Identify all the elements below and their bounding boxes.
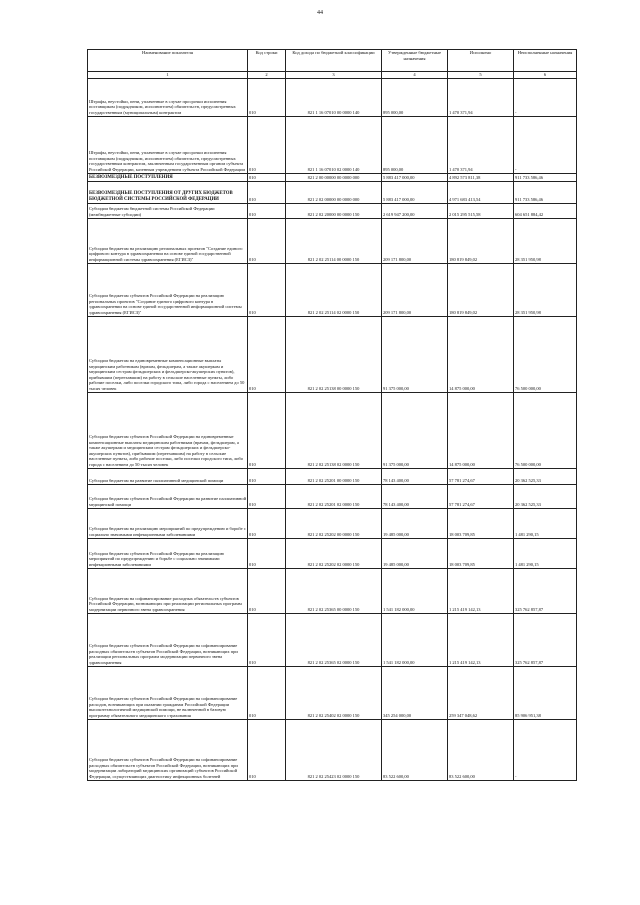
cell-unexecuted: 325 762 857,87 xyxy=(514,614,577,667)
table-row xyxy=(88,117,577,174)
table-row xyxy=(88,614,577,667)
cell-line-code: 010 xyxy=(248,182,286,204)
cell-line-code: 010 xyxy=(248,317,286,393)
page-number: 44 xyxy=(317,10,323,16)
column-header-executed: Исполнено xyxy=(448,50,514,72)
table-row xyxy=(88,485,577,509)
cell-budget-code: 821 2 02 00000 00 0000 000 xyxy=(286,182,382,204)
table-row xyxy=(88,317,577,393)
cell-indicator-name: Субсидии бюджетам на софинансирование расходных обязательств субъектов Российской Федерации, возникающих при реализации региональных программ модернизации первичного звена здравоохранения xyxy=(88,569,248,614)
cell-unexecuted: 325 762 857,87 xyxy=(514,569,577,614)
cell-approved: 1 541 182 000,00 xyxy=(382,614,448,667)
cell-unexecuted: 28 351 950,98 xyxy=(514,264,577,317)
column-header-line-code: Код строки xyxy=(248,50,286,72)
cell-line-code: 010 xyxy=(248,204,286,219)
cell-line-code: 010 xyxy=(248,509,286,539)
column-number-row xyxy=(88,71,577,79)
column-header-budget-code: Код дохода по бюджетной классификации xyxy=(286,50,382,72)
cell-budget-code: 821 2 02 25402 02 0000 150 xyxy=(286,667,382,720)
cell-executed: 180 819 849,02 xyxy=(448,219,514,264)
cell-budget-code: 821 2 02 25365 02 0000 150 xyxy=(286,614,382,667)
cell-unexecuted: 911 733 586,46 xyxy=(514,174,577,182)
cell-unexecuted: 1 481 290,15 xyxy=(514,539,577,569)
cell-unexecuted: - xyxy=(514,117,577,174)
cell-budget-code: 821 2 02 20000 00 0000 150 xyxy=(286,204,382,219)
table-row xyxy=(88,174,577,182)
cell-budget-code: 821 1 16 07010 02 0000 140 xyxy=(286,117,382,174)
cell-line-code: 010 xyxy=(248,569,286,614)
cell-indicator-name: Субсидии бюджетам субъектов Российской Федерации на развитие паллиативной медицинской помощи xyxy=(88,485,248,509)
cell-indicator-name: Субсидии бюджетам субъектов Российской Федерации на единовременные компенсационные выплаты медицинским работникам (врачам, фельдшерам, а также акушеркам и медицинским сестрам фельдшерских и фельдшерско-акушерских пунктов), прибывшим (переехавшим) на работу в сельские населенные пункты, либо рабочие поселки, либо поселки городского типа, либо города с населением до 50 тысяч человек xyxy=(88,393,248,469)
table-row xyxy=(88,667,577,720)
cell-executed: 4 892 573 811,38 xyxy=(448,174,514,182)
cell-indicator-name: Субсидии бюджетам на реализацию региональных проектов "Создание единого цифрового контура в здравоохранении на основе единой государственной информационной системы здравоохранения (ЕГИСЗ)" xyxy=(88,219,248,264)
column-header-approved: Утвержденные бюджетные назначения xyxy=(382,50,448,72)
cell-approved: 5 883 417 000,00 xyxy=(382,182,448,204)
cell-line-code: 010 xyxy=(248,469,286,485)
table-row xyxy=(88,539,577,569)
cell-line-code: 010 xyxy=(248,79,286,117)
cell-executed: 1 470 371,94 xyxy=(448,117,514,174)
cell-executed: 2 015 295 515,58 xyxy=(448,204,514,219)
cell-budget-code: 821 2 02 25114 00 0000 150 xyxy=(286,219,382,264)
cell-budget-code: 821 2 02 25365 00 0000 150 xyxy=(286,569,382,614)
cell-executed: 83 522 600,00 xyxy=(448,720,514,781)
cell-approved: 209 171 800,00 xyxy=(382,264,448,317)
cell-line-code: 010 xyxy=(248,219,286,264)
cell-indicator-name: Субсидии бюджетам на реализацию мероприятий по предупреждению и борьбе с социально значимыми инфекционными заболеваниями xyxy=(88,509,248,539)
budget-execution-table xyxy=(87,49,577,781)
cell-executed: 14 875 000,00 xyxy=(448,317,514,393)
cell-unexecuted: - xyxy=(514,79,577,117)
table-row xyxy=(88,79,577,117)
cell-approved: 78 143 400,00 xyxy=(382,485,448,509)
cell-executed: 259 347 048,62 xyxy=(448,667,514,720)
cell-line-code: 010 xyxy=(248,117,286,174)
cell-approved: 91 375 000,00 xyxy=(382,317,448,393)
table-row xyxy=(88,509,577,539)
cell-approved: 19 485 000,00 xyxy=(382,509,448,539)
cell-indicator-name: Субсидии бюджетам субъектов Российской Федерации на софинансирование расходных обязательств субъектов Российской Федерации, возникающих при модернизации лабораторий медицинских организаций субъектов Российской Федерации, осуществляющих диагностику инфекционных болезней xyxy=(88,720,248,781)
column-number: 4 xyxy=(382,71,448,79)
cell-budget-code: 821 2 02 25202 02 0000 150 xyxy=(286,539,382,569)
cell-approved: 895 000,00 xyxy=(382,79,448,117)
cell-line-code: 010 xyxy=(248,485,286,509)
table-row xyxy=(88,469,577,485)
cell-indicator-name: БЕЗВОЗМЕЗДНЫЕ ПОСТУПЛЕНИЯ ОТ ДРУГИХ БЮДЖЕТОВ БЮДЖЕТНОЙ СИСТЕМЫ РОССИЙСКОЙ ФЕДЕРАЦИИ xyxy=(88,182,248,204)
cell-unexecuted: 1 481 290,15 xyxy=(514,509,577,539)
column-number: 5 xyxy=(448,71,514,79)
cell-approved: 2 619 947 200,00 xyxy=(382,204,448,219)
cell-budget-code: 821 2 00 00000 00 0000 000 xyxy=(286,174,382,182)
cell-budget-code: 821 2 02 25138 00 0000 150 xyxy=(286,317,382,393)
cell-executed: 1 215 419 142,13 xyxy=(448,569,514,614)
cell-indicator-name: Субсидии бюджетам на единовременные компенсационные выплаты медицинским работникам (врачам, фельдшерам, а также акушеркам и медицинским сестрам фельдшерских и фельдшерско-акушерских пунктов), прибывшим (переехавшим) на работу в сельские населенные пункты, либо рабочие поселки, либо поселки городского типа, либо города с населением до 50 тысяч человек xyxy=(88,317,248,393)
cell-approved: 91 375 000,00 xyxy=(382,393,448,469)
cell-line-code: 010 xyxy=(248,539,286,569)
cell-line-code: 010 xyxy=(248,667,286,720)
cell-indicator-name: Субсидии бюджетам субъектов Российской Федерации на реализацию мероприятий по предупреждению и борьбе с социально значимыми инфекционными заболеваниями xyxy=(88,539,248,569)
cell-budget-code: 821 2 02 25202 00 0000 150 xyxy=(286,509,382,539)
cell-budget-code: 821 2 02 25423 02 0000 150 xyxy=(286,720,382,781)
cell-unexecuted: 20 362 525,33 xyxy=(514,469,577,485)
cell-unexecuted: 911 733 586,46 xyxy=(514,182,577,204)
cell-approved: 895 000,00 xyxy=(382,117,448,174)
cell-executed: 18 003 709,85 xyxy=(448,509,514,539)
cell-executed: 1 215 419 142,13 xyxy=(448,614,514,667)
cell-executed: 4 971 683 413,54 xyxy=(448,182,514,204)
cell-line-code: 010 xyxy=(248,264,286,317)
cell-unexecuted: 28 351 950,98 xyxy=(514,219,577,264)
cell-unexecuted: 20 362 525,33 xyxy=(514,485,577,509)
cell-line-code: 010 xyxy=(248,614,286,667)
cell-executed: 180 819 849,02 xyxy=(448,264,514,317)
cell-budget-code: 821 2 02 25201 02 0000 150 xyxy=(286,485,382,509)
cell-approved: 5 883 417 000,00 xyxy=(382,174,448,182)
column-number: 1 xyxy=(88,71,248,79)
cell-indicator-name: БЕЗВОЗМЕЗДНЫЕ ПОСТУПЛЕНИЯ xyxy=(88,174,248,182)
cell-line-code: 010 xyxy=(248,174,286,182)
cell-budget-code: 821 2 02 25114 02 0000 150 xyxy=(286,264,382,317)
cell-approved: 19 485 000,00 xyxy=(382,539,448,569)
cell-line-code: 010 xyxy=(248,393,286,469)
cell-approved: 83 522 600,00 xyxy=(382,720,448,781)
table-row xyxy=(88,393,577,469)
cell-approved: 345 254 000,00 xyxy=(382,667,448,720)
cell-budget-code: 821 2 02 25201 00 0000 150 xyxy=(286,469,382,485)
table-row xyxy=(88,264,577,317)
table-row xyxy=(88,204,577,219)
cell-budget-code: 821 1 16 07010 00 0000 140 xyxy=(286,79,382,117)
column-number: 3 xyxy=(286,71,382,79)
cell-indicator-name: Штрафы, неустойки, пени, уплаченные в случае просрочки исполнения поставщиком (подрядчиком, исполнителем) обязательств, предусмотренных государственным контрактом, заключенным государственным органом субъекта Российской Федерации, казенным учреждением субъекта Российской Федерации xyxy=(88,117,248,174)
table-row xyxy=(88,720,577,781)
cell-executed: 57 781 274,67 xyxy=(448,469,514,485)
cell-executed: 14 875 000,00 xyxy=(448,393,514,469)
cell-indicator-name: Субсидии бюджетам субъектов Российской Федерации на софинансирование расходов, возникающих при оказании гражданам Российской Федерации высокотехнологичной медицинской помощи, не включенной в базовую программу обязательного медицинского страхования xyxy=(88,667,248,720)
table-row xyxy=(88,182,577,204)
cell-executed: 18 003 709,85 xyxy=(448,539,514,569)
cell-executed: 57 781 274,67 xyxy=(448,485,514,509)
table-header-row xyxy=(88,50,577,72)
cell-approved: 1 541 182 000,00 xyxy=(382,569,448,614)
column-header-name: Наименование показателя xyxy=(88,50,248,72)
cell-indicator-name: Субсидии бюджетам субъектов Российской Федерации на реализацию региональных проектов "Создание единого цифрового контура в здравоохранении на основе единой государственной информационной системы здравоохранения (ЕГИСЗ)" xyxy=(88,264,248,317)
cell-executed: 1 470 371,94 xyxy=(448,79,514,117)
cell-unexecuted: 76 500 000,00 xyxy=(514,393,577,469)
cell-indicator-name: Субсидии бюджетам бюджетной системы Российской Федерации (межбюджетные субсидии) xyxy=(88,204,248,219)
column-number: 6 xyxy=(514,71,577,79)
cell-unexecuted: 604 651 884,42 xyxy=(514,204,577,219)
cell-indicator-name: Субсидии бюджетам субъектов Российской Федерации на софинансирование расходных обязательств субъектов Российской Федерации, возникающих при реализации региональных программ модернизации первичного звена здравоохранения xyxy=(88,614,248,667)
table-body xyxy=(88,79,577,781)
cell-unexecuted: 76 500 000,00 xyxy=(514,317,577,393)
cell-unexecuted: - xyxy=(514,720,577,781)
cell-unexecuted: 85 906 951,38 xyxy=(514,667,577,720)
table-row xyxy=(88,219,577,264)
column-number: 2 xyxy=(248,71,286,79)
cell-indicator-name: Штрафы, неустойки, пени, уплаченные в случае просрочки исполнения поставщиком (подрядчиком, исполнителем) обязательств, предусмотренных государственным (муниципальным) контрактом xyxy=(88,79,248,117)
cell-approved: 209 171 800,00 xyxy=(382,219,448,264)
column-header-unexecuted: Неисполненные назначения xyxy=(514,50,577,72)
cell-indicator-name: Субсидии бюджетам на развитие паллиативной медицинской помощи xyxy=(88,469,248,485)
cell-line-code: 010 xyxy=(248,720,286,781)
cell-budget-code: 821 2 02 25138 02 0000 150 xyxy=(286,393,382,469)
table-row xyxy=(88,569,577,614)
cell-approved: 78 143 400,00 xyxy=(382,469,448,485)
